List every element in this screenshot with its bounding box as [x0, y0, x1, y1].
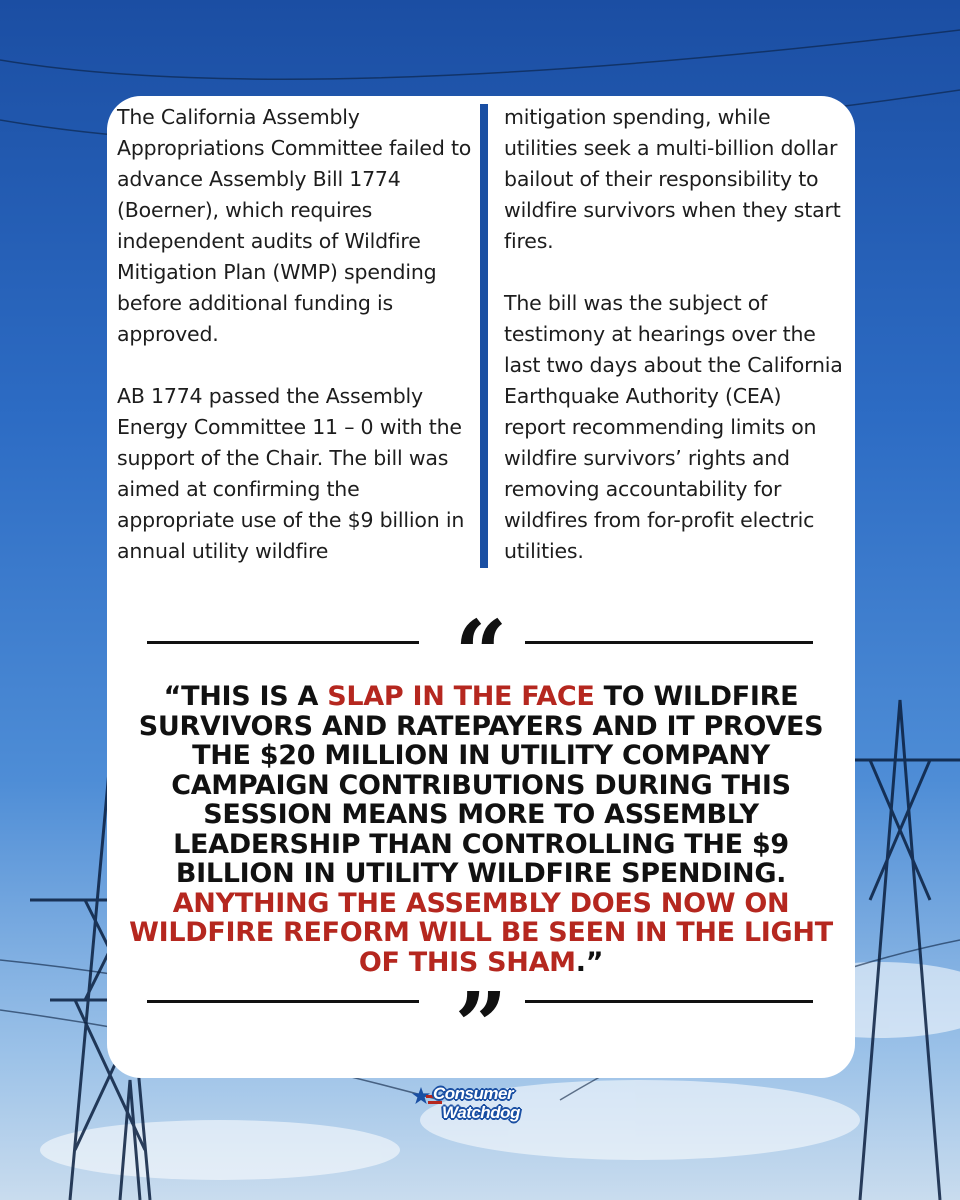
- quote-rule-bottom-right: [525, 1000, 813, 1003]
- article-left-column: [117, 102, 472, 598]
- quote-rule-bottom-left: [147, 1000, 419, 1003]
- article-paragraph: mitigation spending, while utilities seek a multi-billion dollar bailout of their responsibility to wildfire survivors when they start fires.: [504, 105, 841, 253]
- article-paragraph: The bill was the subject of testimony at hearings over the last two days about the California Earthquake Authority (CEA) report recommending limits on wildfire survivors’ rights and removing accountability for wildfires from for-profit electric utilities.: [504, 291, 843, 563]
- logo-line-2: Watchdog: [442, 1103, 520, 1122]
- quote-rule-top-right: [525, 641, 813, 644]
- close-quote-mark: ”: [454, 972, 508, 1080]
- article-right-column: [504, 102, 849, 598]
- open-quote-mark: “: [454, 600, 508, 708]
- quote-highlight: SLAP IN THE FACE: [327, 681, 595, 712]
- article-paragraph: AB 1774 passed the Assembly Energy Committee 11 – 0 with the support of the Chair. The bill was aimed at confirming the appropriate use of the $9 billion in annual utility wildfire: [117, 384, 465, 563]
- quote-text: “THIS IS A: [163, 681, 328, 712]
- quote-text: .”: [575, 946, 604, 978]
- column-divider: [480, 104, 488, 568]
- quote-rule-top-left: [147, 641, 419, 644]
- consumer-watchdog-logo: [412, 1082, 562, 1132]
- quote-highlight: ANYTHING THE ASSEMBLY DOES NOW ON WILDFIRE REFORM WILL BE SEEN IN THE LIGHT OF THIS SHAM: [129, 887, 833, 978]
- content-card: [107, 96, 855, 1078]
- pull-quote: [117, 682, 845, 977]
- logo-line-1: Consumer: [433, 1084, 514, 1103]
- quote-text: TO WILDFIRE SURVIVORS AND RATEPAYERS AND IT PROVES THE $20 MILLION IN UTILITY COMPANY CAMPAIGN CONTRIBUTIONS DURING THIS SESSION MEANS MORE TO ASSEMBLY LEADERSHIP THAN CONTROLLING THE $9 BILLION IN UTILITY WILDFIRE SPENDING.: [138, 681, 824, 889]
- article-paragraph: The California Assembly Appropriations Committee failed to advance Assembly Bill 1774 (Boerner), which requires independent audits of Wildfire Mitigation Plan (WMP) spending before additional funding is approved.: [117, 105, 472, 346]
